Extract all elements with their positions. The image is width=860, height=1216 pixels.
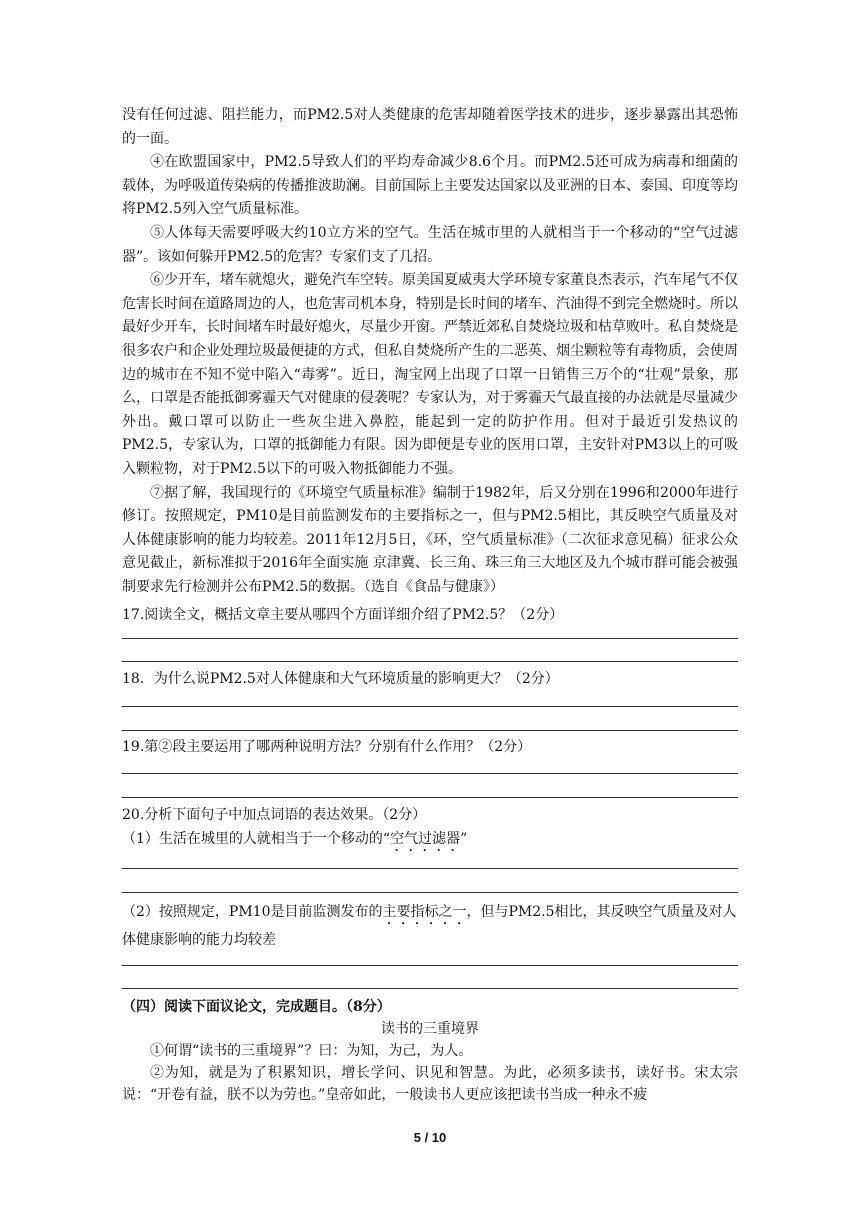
question-17 — [122, 604, 738, 626]
answer-line[interactable] — [122, 730, 738, 731]
section-4-heading: （四）阅读下面议论文，完成题目。（8分） — [122, 999, 391, 1015]
paragraph-4: ④在欧盟国家中，PM2.5导致人们的平均寿命减少8.6个月。而PM2.5还可成为病毒和细菌的载体，为呼吸道传染病的传播推波助澜。目前国际上主要发达国家以及亚洲的日本、泰国、印度等均将PM2.5列入空气质量标准。 — [122, 154, 738, 218]
answer-line[interactable] — [122, 661, 738, 662]
question-18 — [122, 668, 738, 690]
question-19 — [122, 736, 738, 758]
question-20-1 — [122, 828, 738, 855]
answer-line[interactable] — [122, 797, 738, 798]
answer-line[interactable] — [122, 868, 738, 869]
paragraph-continued: 没有任何过滤、阻拦能力，而PM2.5对人类健康的危害却随着医学技术的进步，逐步暴露出其恐怖的一面。 — [122, 107, 738, 147]
question-19-text: 19.第②段主要运用了哪两种说明方法？分别有什么作用？（2分） — [122, 739, 532, 755]
question-18-text: 18．为什么说PM2.5对人体健康和大气环境质量的影响更大？（2分） — [122, 671, 559, 687]
q20-1-suffix: ” — [460, 831, 468, 847]
section-4 — [122, 996, 738, 1106]
answer-line[interactable] — [122, 965, 738, 966]
paragraph-7: ⑦据了解，我国现行的《环境空气质量标准》编制于1982年，后又分别在1996和2000年进行修订。按照规定，PM10是目前监测发布的主要指标之一，但与PM2.5相比，其反映空气质量及对人体健康影响的能力均较差。2011年12月5日，《环，空气质量标准》（二次征求意见稿）征求公众意见截止，新标准拟于2016年全面实施 京津冀、长三角、珠三角三大地区及九个城市群可能会被强制要求先行检测并公布PM2.5的数据。（选自《食品与健康》） — [122, 484, 738, 595]
answer-line[interactable] — [122, 638, 738, 639]
essay-paragraph-2: ②为知，就是为了积累知识，增长学问、识见和智慧。为此，必须多读书，读好书。宋太宗说：“开卷有益，朕不以为劳也。”皇帝如此，一般读书人更应该把读书当成一种永不疲 — [122, 1065, 738, 1103]
q20-1-prefix: （1）生活在城里的人就相当于一个移动的“ — [122, 831, 391, 847]
q20-2-suffix: ，但与PM2.5相比，其反映空气质量及对人体健康影响的能力均较差 — [122, 904, 737, 948]
question-20-text: 20.分析下面句子中加点词语的表达效果。（2分） — [122, 807, 427, 823]
q20-1-dotted-words: 空气过滤器 — [390, 831, 461, 847]
q20-2-prefix: （2）按照规定，PM10是目前监测发布的 — [122, 904, 383, 920]
page-number: 5 / 10 — [413, 1130, 447, 1145]
essay-paragraph-1: ①何谓“读书的三重境界”？曰：为知，为己，为人。 — [150, 1043, 473, 1059]
question-20-2 — [122, 900, 738, 952]
article-body — [122, 104, 738, 599]
paragraph-6: ⑥少开车，堵车就熄火，避免汽车空转。原美国夏威夷大学环境专家董良杰表示，汽车尾气不仅危害长时间在道路周边的人，也危害司机本身，特别是长时间的堵车、汽油得不到完全燃烧时。所以最好少开车，长时间堵车时最好熄火，尽量少开窗。严禁近郊私自焚烧垃圾和枯草败叶。私自焚烧是很多农户和企业处理垃圾最便捷的方式，但私自焚烧所产生的二恶英、烟尘颗粒等有毒物质，会使周边的城市在不知不觉中陷入“毒雾”。近日，淘宝网上出现了口罩一日销售三万个的“壮观”景象，那么，口罩是否能抵御雾霾天气对健康的侵袭呢？专家认为，对于雾霾天气最直接的办法就是尽量减少外出。戴口罩可以防止一些灰尘进入鼻腔，能起到一定的防护作用。但对于最近引发热议的PM2.5，专家认为，口罩的抵御能力有限。因为即便是专业的医用口罩，主安针对PM3以上的可吸入颗粒物，对于PM2.5以下的可吸入物抵御能力不强。 — [122, 272, 738, 477]
q20-2-dotted-words: 主要指标之一 — [382, 904, 467, 920]
answer-line[interactable] — [122, 773, 738, 774]
answer-line[interactable] — [122, 988, 738, 989]
answer-line[interactable] — [122, 706, 738, 707]
question-20 — [122, 804, 738, 855]
essay-title: 读书的三重境界 — [381, 1021, 479, 1037]
paragraph-5: ⑤人体每天需要呼吸大约10立方米的空气。生活在城市里的人就相当于一个移动的“空气过滤器”。该如何躲开PM2.5的危害？专家们支了几招。 — [122, 224, 738, 265]
question-17-text: 17.阅读全文，概括文章主要从哪四个方面详细介绍了PM2.5？（2分） — [122, 607, 564, 623]
answer-line[interactable] — [122, 892, 738, 893]
question-20-2-text — [122, 900, 738, 952]
